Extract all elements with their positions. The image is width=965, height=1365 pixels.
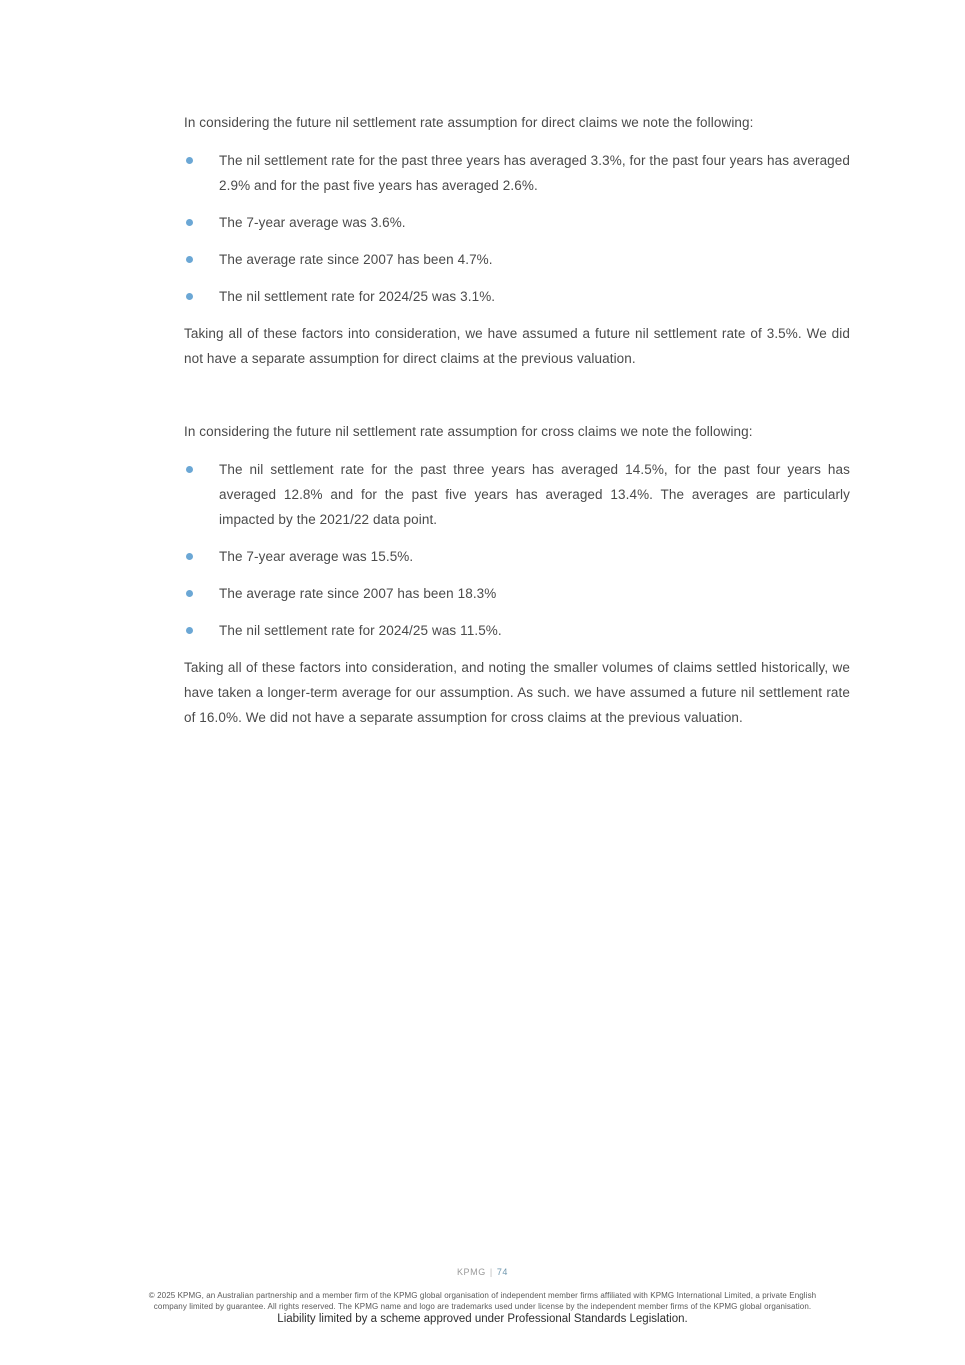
liability-statement: Liability limited by a scheme approved under Professional Standards Legislation. [277,1313,688,1325]
list-item [184,581,850,606]
section-divider-space [184,371,850,419]
bullet-text: The nil settlement rate for the past three years has averaged 3.3%, for the past four years has averaged 2.9% and for the past five years has averaged 2.6%. [219,153,850,193]
list-item [184,148,850,198]
list-item [184,618,850,643]
bullet-icon [186,466,193,473]
page-content [184,110,850,730]
bullet-icon [186,627,193,634]
cross-claims-intro: In considering the future nil settlement rate assumption for cross claims we note the following: [184,424,753,439]
bullet-text: The average rate since 2007 has been 4.7%. [219,252,493,267]
direct-claims-intro: In considering the future nil settlement rate assumption for direct claims we note the following: [184,115,754,130]
bullet-text: The 7-year average was 15.5%. [219,549,414,564]
bullet-icon [186,219,193,226]
bullet-icon [186,293,193,300]
bullet-text: The 7-year average was 3.6%. [219,215,406,230]
bullet-icon [186,256,193,263]
bullet-icon [186,590,193,597]
direct-claims-bullet-list [184,148,850,309]
copyright-disclaimer [0,1291,965,1312]
list-item [184,284,850,309]
direct-claims-conclusion: Taking all of these factors into consideration, we have assumed a future nil settlement rate of 3.5%. We did not have a separate assumption for direct claims at the previous valuation. [184,326,850,366]
bullet-text: The nil settlement rate for 2024/25 was 3.1%. [219,289,496,304]
bullet-text: The nil settlement rate for the past three years has averaged 14.5%, for the past four years has averaged 12.8% and for the past five years has averaged 13.4%. The averages are particularly impacted by the 2021/22 data point. [219,462,850,527]
direct-claims-section [184,110,850,371]
footer-separator: | [489,1267,493,1277]
page-number-label [0,1267,965,1277]
list-item [184,247,850,272]
disclaimer-line: © 2025 KPMG, an Australian partnership and a member firm of the KPMG global organisation of independent member firms affiliated with KPMG International Limited, a private English [148,1291,817,1300]
cross-claims-bullet-list [184,457,850,643]
bullet-text: The average rate since 2007 has been 18.3% [219,586,497,601]
cross-claims-conclusion: Taking all of these factors into consideration, and noting the smaller volumes of claims settled historically, we have taken a longer-term average for our assumption. As such. we have assumed a future nil settlement rate of 16.0%. We did not have a separate assumption for cross claims at the previous valuation. [184,660,850,725]
list-item [184,544,850,569]
list-item [184,457,850,532]
bullet-text: The nil settlement rate for 2024/25 was 11.5%. [219,623,502,638]
cross-claims-section [184,419,850,730]
footer-page-number: 74 [496,1267,509,1277]
disclaimer-line: company limited by guarantee. All rights reserved. The KPMG name and logo are trademarks used under license by the independent member firms of the KPMG global organisation. [153,1301,812,1311]
footer-brand: KPMG [456,1267,486,1277]
bullet-icon [186,553,193,560]
list-item [184,210,850,235]
bullet-icon [186,157,193,164]
